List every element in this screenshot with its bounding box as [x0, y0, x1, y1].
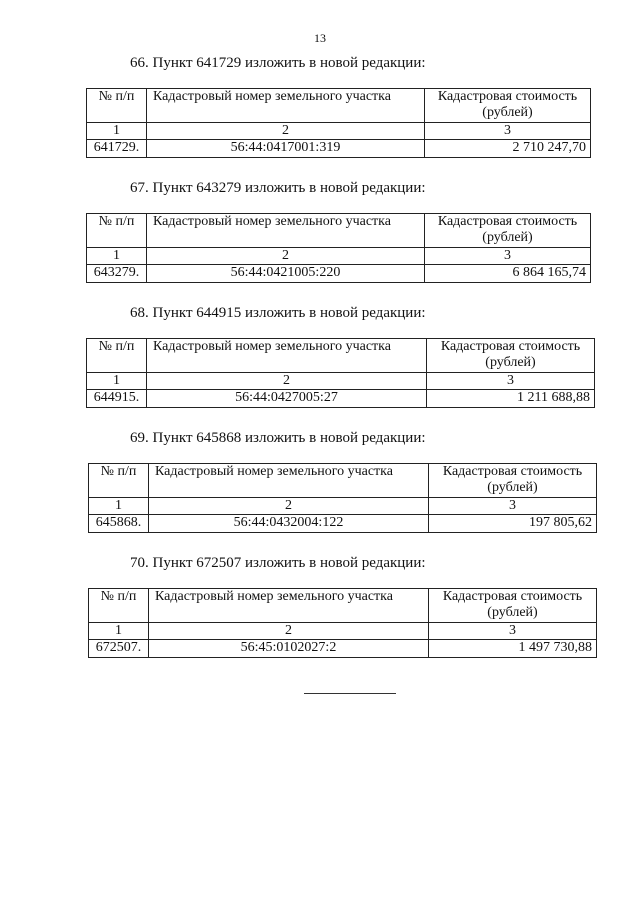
cadastral-table — [86, 338, 595, 408]
row-num: 672507. — [89, 640, 149, 658]
section-title: 67. Пункт 643279 изложить в новой редакции: — [130, 180, 426, 196]
column-number: 1 — [87, 373, 147, 390]
header-num: № п/п — [87, 339, 147, 373]
column-number: 1 — [87, 248, 147, 265]
cadastral-table — [86, 213, 591, 283]
row-value: 2 710 247,70 — [425, 140, 591, 158]
section-title: 70. Пункт 672507 изложить в новой редакции: — [130, 555, 426, 571]
header-value: Кадастровая стоимость (рублей) — [425, 214, 591, 248]
column-number: 1 — [89, 498, 149, 515]
section-title: 66. Пункт 641729 изложить в новой редакции: — [130, 55, 426, 71]
row-cadastral: 56:44:0421005:220 — [147, 265, 425, 283]
column-number-row — [89, 498, 597, 515]
cadastral-table — [88, 588, 597, 658]
column-number-row — [87, 123, 591, 140]
header-cadastral: Кадастровый номер земельного участка — [147, 214, 425, 248]
row-value: 1 497 730,88 — [429, 640, 597, 658]
column-number: 1 — [87, 123, 147, 140]
table-row — [87, 265, 591, 283]
table-header-row — [87, 214, 591, 248]
table-row — [87, 390, 595, 408]
header-cadastral: Кадастровый номер земельного участка — [147, 89, 425, 123]
footer-divider — [304, 693, 396, 694]
table-header-row — [89, 464, 597, 498]
row-cadastral: 56:44:0427005:27 — [147, 390, 427, 408]
column-number: 2 — [149, 623, 429, 640]
row-cadastral: 56:44:0417001:319 — [147, 140, 425, 158]
table-row — [87, 140, 591, 158]
column-number: 3 — [429, 498, 597, 515]
header-value: Кадастровая стоимость (рублей) — [427, 339, 595, 373]
row-num: 641729. — [87, 140, 147, 158]
row-cadastral: 56:44:0432004:122 — [149, 515, 429, 533]
row-num: 643279. — [87, 265, 147, 283]
row-num: 645868. — [89, 515, 149, 533]
column-number: 2 — [147, 248, 425, 265]
column-number-row — [87, 373, 595, 390]
header-cadastral: Кадастровый номер земельного участка — [147, 339, 427, 373]
column-number: 3 — [425, 248, 591, 265]
column-number: 3 — [427, 373, 595, 390]
header-value: Кадастровая стоимость (рублей) — [429, 464, 597, 498]
table-header-row — [87, 339, 595, 373]
table-header-row — [87, 89, 591, 123]
row-num: 644915. — [87, 390, 147, 408]
row-value: 1 211 688,88 — [427, 390, 595, 408]
header-num: № п/п — [87, 214, 147, 248]
page-number: 13 — [314, 31, 326, 45]
row-value: 6 864 165,74 — [425, 265, 591, 283]
cadastral-table — [88, 463, 597, 533]
column-number: 2 — [147, 373, 427, 390]
column-number: 2 — [147, 123, 425, 140]
table-row — [89, 515, 597, 533]
header-cadastral: Кадастровый номер земельного участка — [149, 464, 429, 498]
section-title: 68. Пункт 644915 изложить в новой редакции: — [130, 305, 426, 321]
row-value: 197 805,62 — [429, 515, 597, 533]
column-number: 1 — [89, 623, 149, 640]
header-value: Кадастровая стоимость (рублей) — [425, 89, 591, 123]
cadastral-table — [86, 88, 591, 158]
column-number: 3 — [425, 123, 591, 140]
column-number: 2 — [149, 498, 429, 515]
header-num: № п/п — [89, 464, 149, 498]
row-cadastral: 56:45:0102027:2 — [149, 640, 429, 658]
table-row — [89, 640, 597, 658]
column-number-row — [87, 248, 591, 265]
header-num: № п/п — [89, 589, 149, 623]
header-value: Кадастровая стоимость (рублей) — [429, 589, 597, 623]
section-title: 69. Пункт 645868 изложить в новой редакции: — [130, 430, 426, 446]
column-number: 3 — [429, 623, 597, 640]
table-header-row — [89, 589, 597, 623]
column-number-row — [89, 623, 597, 640]
header-num: № п/п — [87, 89, 147, 123]
header-cadastral: Кадастровый номер земельного участка — [149, 589, 429, 623]
